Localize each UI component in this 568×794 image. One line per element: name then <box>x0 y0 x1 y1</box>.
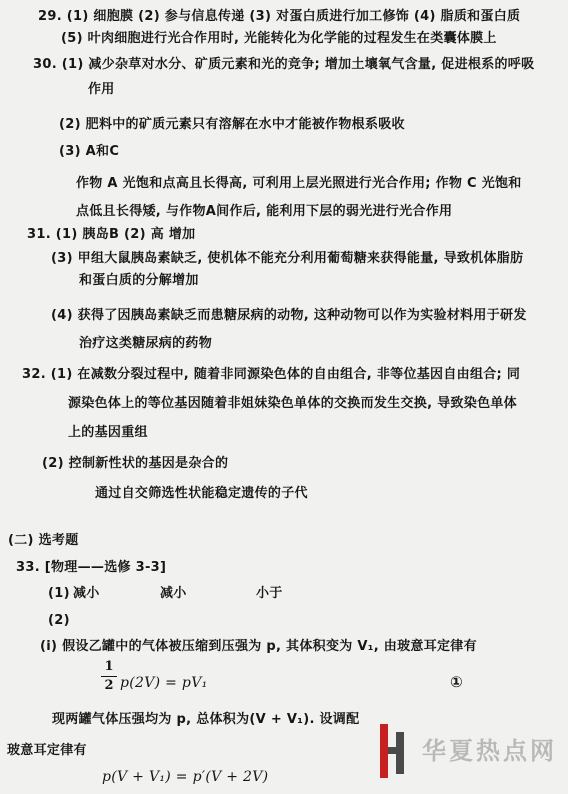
q33-part2-line-2: 现两罐气体压强均为 p, 总体积为(V + V₁). 设调配 <box>52 712 360 727</box>
q33-part1-answer-3: 小于 <box>256 586 283 601</box>
watermark-logo-mark <box>378 724 408 778</box>
q32-part2-line-1: (2) 控制新性状的基因是杂合的 <box>42 456 229 471</box>
q30-explanation-line-1: 作物 A 光饱和点高且长得高, 可利用上层光照进行光合作用; 作物 C 光饱和 <box>76 176 522 191</box>
q33-part2-label: (2) <box>48 613 70 628</box>
eq1-denominator: 2 <box>104 678 114 693</box>
q32-part1-line-1: 32. (1) 在减数分裂过程中, 随着非同源染色体的自由组合, 非等位基因自由组合; 同 <box>22 367 521 382</box>
q33-part2-i-line: (i) 假设乙罐中的气体被压缩到压强为 p, 其体积变为 V₁, 由玻意耳定律有 <box>40 639 477 654</box>
watermark-logo <box>378 722 563 782</box>
q30-part1-line-1: 30. (1) 减少杂草对水分、矿质元素和光的竞争; 增加土壤氧气含量, 促进根系的呼吸 <box>33 57 535 72</box>
q30-part3: (3) A和C <box>59 144 120 159</box>
q31-part4-line-1: (4) 获得了因胰岛素缺乏而患糖尿病的动物, 这种动物可以作为实验材料用于研发 <box>51 308 527 323</box>
eq2-body: p(V + V₁) = p′(V + 2V) <box>102 769 269 785</box>
q31-part1-2: 31. (1) 胰岛B (2) 高 增加 <box>27 227 196 242</box>
watermark-text: 华夏热点网 <box>422 737 557 765</box>
q32-part1-line-2: 源染色体上的等位基因随着非姐妹染色单体的交换而发生交换, 导致染色单体 <box>68 396 517 411</box>
section-heading: (二) 选考题 <box>8 533 79 548</box>
q33-heading: 33. [物理——选修 3-3] <box>16 560 167 575</box>
q33-part1-answer-1: 减小 <box>73 586 100 601</box>
eq1-numerator: 1 <box>104 659 114 674</box>
eq1-fraction-bar <box>101 676 117 677</box>
q33-part2-line-3: 玻意耳定律有 <box>7 743 87 758</box>
q29-line-1: 29. (1) 细胞膜 (2) 参与信息传递 (3) 对蛋白质进行加工修饰 (4) 脂质和蛋白质 <box>38 9 521 24</box>
q31-part4-line-2: 治疗这类糖尿病的药物 <box>79 336 213 351</box>
q30-part1-line-2: 作用 <box>88 82 115 97</box>
q29-line-2: (5) 叶肉细胞进行光合作用时, 光能转化为化学能的过程发生在类囊体膜上 <box>61 31 497 46</box>
q30-explanation-line-2: 点低且长得矮, 与作物A间作后, 能利用下层的弱光进行光合作用 <box>76 204 453 219</box>
q30-part2: (2) 肥料中的矿质元素只有溶解在水中才能被作物根系吸收 <box>59 117 405 132</box>
q32-part2-line-2: 通过自交筛选性状能稳定遗传的子代 <box>95 486 308 501</box>
q31-part3-line-2: 和蛋白质的分解增加 <box>79 273 199 288</box>
q32-part1-line-3: 上的基因重组 <box>68 425 148 440</box>
q33-part1-label: (1) <box>48 586 70 601</box>
q33-part1-answer-2: 减小 <box>160 586 187 601</box>
eq1-tag: ① <box>450 673 464 691</box>
q31-part3-line-1: (3) 甲组大鼠胰岛素缺乏, 使机体不能充分利用葡萄糖来获得能量, 导致机体脂肪 <box>51 251 524 266</box>
eq1-fraction <box>101 659 117 694</box>
eq1-body: p(2V) = pV₁ <box>120 675 208 691</box>
